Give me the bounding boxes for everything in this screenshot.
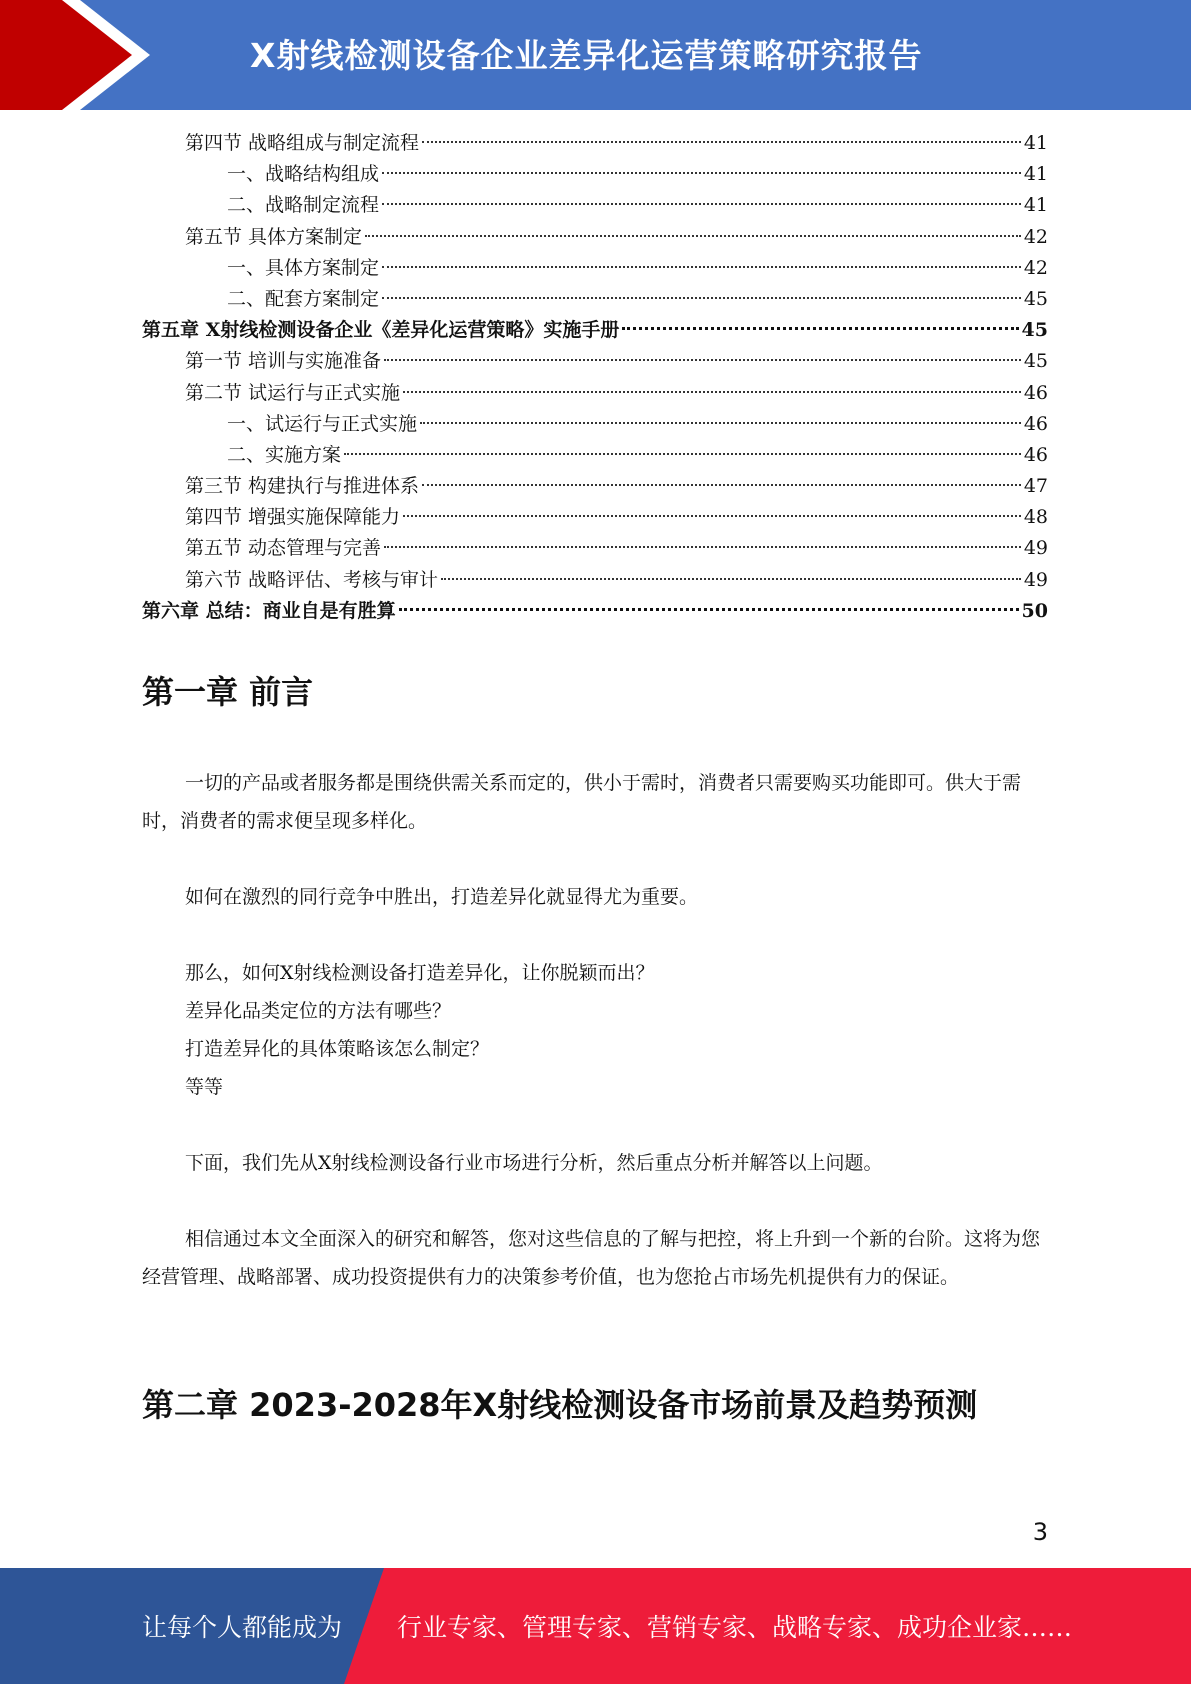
toc-page-number: 45 bbox=[1023, 350, 1048, 373]
toc-dot-leader bbox=[344, 453, 1021, 455]
toc-entry-title: 第六节 战略评估、考核与审计 bbox=[185, 568, 439, 591]
toc-entry[interactable] bbox=[142, 378, 1048, 409]
toc-page-number: 45 bbox=[1021, 319, 1048, 342]
paragraph-analysis-intro: 下面，我们先从X射线检测设备行业市场进行分析，然后重点分析并解答以上问题。 bbox=[185, 1152, 883, 1174]
toc-dot-leader bbox=[382, 266, 1021, 268]
toc-entry-title: 第一节 培训与实施准备 bbox=[185, 350, 382, 373]
paragraph-supply-demand: 一切的产品或者服务都是围绕供需关系而定的，供小于需时，消费者只需要购买功能即可。供大于需时，消费者的需求便呈现多样化。 bbox=[142, 772, 1022, 832]
toc-entry[interactable] bbox=[142, 346, 1048, 377]
question-line-3: 打造差异化的具体策略该怎么制定？ bbox=[185, 1038, 490, 1060]
paragraph-competition: 如何在激烈的同行竞争中胜出，打造差异化就显得尤为重要。 bbox=[185, 886, 699, 908]
chapter-2-heading: 第二章 2023-2028年X射线检测设备市场前景及趋势预测 bbox=[142, 1386, 978, 1424]
toc-dot-leader bbox=[420, 422, 1021, 424]
question-line-1: 那么，如何X射线检测设备打造差异化，让你脱颖而出？ bbox=[185, 962, 655, 984]
toc-page-number: 42 bbox=[1023, 256, 1048, 279]
toc-entry-title: 第四节 战略组成与制定流程 bbox=[185, 132, 420, 154]
toc-page-number: 41 bbox=[1023, 132, 1048, 154]
page-number: 3 bbox=[1032, 1518, 1048, 1546]
toc-chapter-entry[interactable] bbox=[142, 596, 1048, 627]
toc-entry-title: 一、具体方案制定 bbox=[227, 256, 380, 279]
toc-entry[interactable] bbox=[142, 502, 1048, 533]
toc-dot-leader bbox=[384, 359, 1021, 361]
toc-entry[interactable] bbox=[142, 222, 1048, 253]
toc-dot-leader bbox=[399, 608, 1019, 611]
toc-entry[interactable] bbox=[142, 533, 1048, 564]
toc-dot-leader bbox=[384, 546, 1021, 548]
page-header bbox=[0, 0, 1191, 110]
toc-entry-title: 第二节 试运行与正式实施 bbox=[185, 381, 401, 404]
toc-entry[interactable] bbox=[142, 159, 1048, 190]
toc-page-number: 41 bbox=[1023, 163, 1048, 186]
toc-entry-title: 第三节 构建执行与推进体系 bbox=[185, 475, 420, 498]
toc-page-number: 49 bbox=[1023, 537, 1048, 560]
toc-dot-leader bbox=[382, 203, 1021, 205]
toc-entry-title: 一、战略结构组成 bbox=[227, 163, 380, 186]
toc-page-number: 41 bbox=[1023, 194, 1048, 217]
toc-entry[interactable] bbox=[142, 128, 1048, 159]
toc-page-number: 50 bbox=[1021, 599, 1048, 622]
toc-entry-title: 一、试运行与正式实施 bbox=[227, 412, 418, 435]
toc-page-number: 45 bbox=[1023, 287, 1048, 310]
table-of-contents bbox=[142, 128, 1048, 627]
toc-dot-leader bbox=[365, 235, 1021, 237]
toc-entry[interactable] bbox=[142, 471, 1048, 502]
toc-entry-title: 二、实施方案 bbox=[227, 443, 342, 466]
toc-entry[interactable] bbox=[142, 253, 1048, 284]
toc-page-number: 48 bbox=[1023, 506, 1048, 529]
toc-entry-title: 第五章 X射线检测设备企业《差异化运营策略》实施手册 bbox=[142, 319, 620, 342]
toc-dot-leader bbox=[441, 578, 1021, 580]
toc-entry[interactable] bbox=[142, 190, 1048, 221]
footer-slogan-left: 让每个人都能成为 bbox=[142, 1613, 343, 1642]
question-line-2: 差异化品类定位的方法有哪些？ bbox=[185, 1000, 452, 1022]
toc-entry[interactable] bbox=[142, 284, 1048, 315]
toc-entry-title: 第五节 动态管理与完善 bbox=[185, 537, 382, 560]
toc-entry-title: 二、战略制定流程 bbox=[227, 194, 380, 217]
page-footer bbox=[0, 1568, 1191, 1684]
toc-entry-title: 第六章 总结：商业自是有胜算 bbox=[142, 599, 396, 622]
toc-dot-leader bbox=[382, 297, 1021, 299]
toc-page-number: 46 bbox=[1023, 443, 1048, 466]
toc-page-number: 47 bbox=[1023, 475, 1048, 498]
question-line-4: 等等 bbox=[185, 1076, 224, 1098]
toc-entry-title: 第五节 具体方案制定 bbox=[185, 225, 363, 248]
footer-slogan-right: 行业专家、管理专家、营销专家、战略专家、成功企业家…… bbox=[397, 1613, 1073, 1642]
toc-dot-leader bbox=[422, 484, 1021, 486]
toc-entry[interactable] bbox=[142, 565, 1048, 596]
toc-entry[interactable] bbox=[142, 440, 1048, 471]
toc-entry[interactable] bbox=[142, 409, 1048, 440]
toc-dot-leader bbox=[382, 172, 1021, 174]
toc-dot-leader bbox=[403, 391, 1021, 393]
report-title: X射线检测设备企业差异化运营策略研究报告 bbox=[250, 36, 923, 75]
paragraph-conclusion: 相信通过本文全面深入的研究和解答，您对这些信息的了解与把控，将上升到一个新的台阶。这将为您经营管理、战略部署、成功投资提供有力的决策参考价值，也为您抢占市场先机提供有力的保证。 bbox=[142, 1228, 1041, 1288]
toc-page-number: 46 bbox=[1023, 412, 1048, 435]
toc-dot-leader bbox=[422, 141, 1021, 143]
chapter-1-heading: 第一章 前言 bbox=[142, 673, 314, 711]
toc-entry-title: 二、配套方案制定 bbox=[227, 287, 380, 310]
toc-dot-leader bbox=[622, 327, 1018, 330]
toc-page-number: 46 bbox=[1023, 381, 1048, 404]
toc-entry-title: 第四节 增强实施保障能力 bbox=[185, 506, 401, 529]
toc-page-number: 49 bbox=[1023, 568, 1048, 591]
toc-page-number: 42 bbox=[1023, 225, 1048, 248]
toc-chapter-entry[interactable] bbox=[142, 315, 1048, 346]
toc-dot-leader bbox=[403, 515, 1021, 517]
